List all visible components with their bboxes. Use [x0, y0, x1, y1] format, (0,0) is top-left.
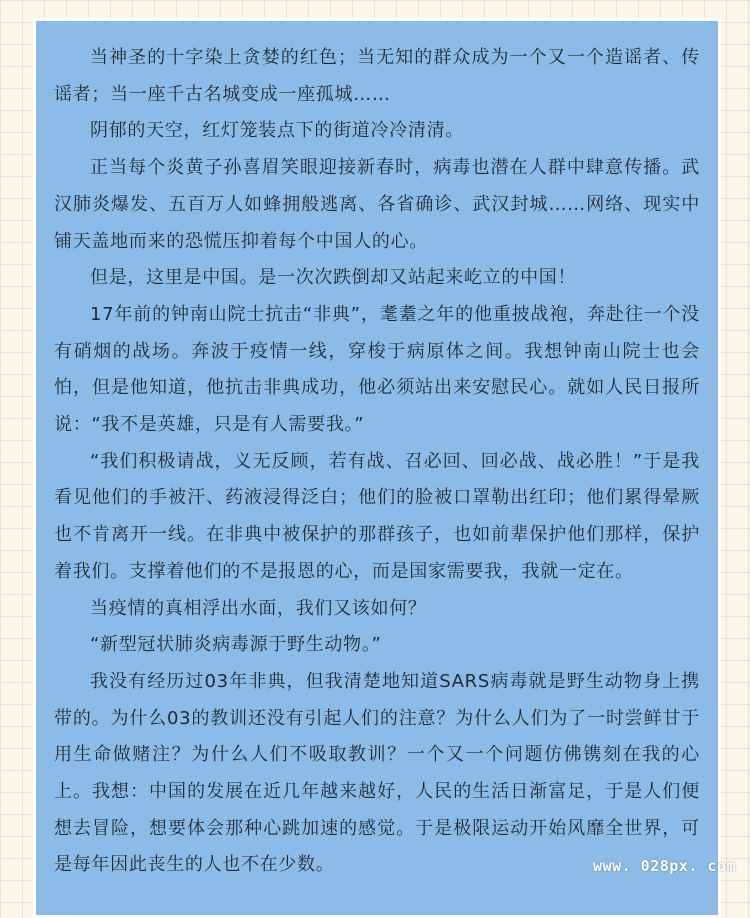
article-paragraph-6: “我们积极请战，义无反顾，若有战、召必回、回必战、战必胜！”于是我看见他们的手被汗、药液浸得泛白；他们的脸被口罩勒出红印；他们累得晕厥也不肯离开一线。在非典中被保护的那群孩子，也如前辈保护他们那样，保护着我们。支撑着他们的不是报恩的心，而是国家需要我，我就一定在。 — [54, 450, 700, 582]
article-paragraph-8: “新型冠状肺炎病毒源于野生动物。” — [90, 634, 382, 656]
article-panel — [33, 18, 721, 918]
article-paragraph-3: 正当每个炎黄子孙喜眉笑眼迎接新春时，病毒也潜在人群中肆意传播。武汉肺炎爆发、五百万人如蜂拥般逃离、各省确诊、武汉封城……网络、现实中铺天盖地而来的恐慌压抑着每个中国人的心。 — [54, 157, 700, 252]
article-paragraph-9: 我没有经历过03年非典，但我清楚地知道SARS病毒就是野生动物身上携带的。为什么03的教训还没有引起人们的注意？为什么人们为了一时尝鲜甘于用生命做赌注？为什么人们不吸取教训？一个又一个问题仿佛镌刻在我的心上。我想：中国的发展在近几年越来越好，人民的生活日渐富足，于是人们便想去冒险，想要体会那种心跳加速的感觉。于是极限运动开始风靡全世界，可是每年因此丧生的人也不在少数。 — [54, 670, 700, 876]
article-paragraph-2: 阴郁的天空，红灯笼装点下的街道冷冷清清。 — [90, 120, 464, 142]
article-paragraph-4: 但是，这里是中国。是一次次跌倒却又站起来屹立的中国！ — [90, 267, 577, 289]
article-paragraph-7: 当疫情的真相浮出水面，我们又该如何？ — [90, 597, 427, 619]
site-watermark: www. 028px. com — [593, 857, 736, 875]
article-paragraph-1: 当神圣的十字染上贪婪的红色；当无知的群众成为一个又一个造谣者、传谣者；当一座千古名城变成一座孤城…… — [54, 47, 700, 105]
article-paragraph-5: 17年前的钟南山院士抗击“非典”，耄耋之年的他重披战袍，奔赴往一个没有硝烟的战场。奔波于疫情一线，穿梭于病原体之间。我想钟南山院士也会怕，但是他知道，他抗击非典成功，他必须站出来安慰民心。就如人民日报所说：“我不是英雄，只是有人需要我。” — [54, 303, 700, 436]
